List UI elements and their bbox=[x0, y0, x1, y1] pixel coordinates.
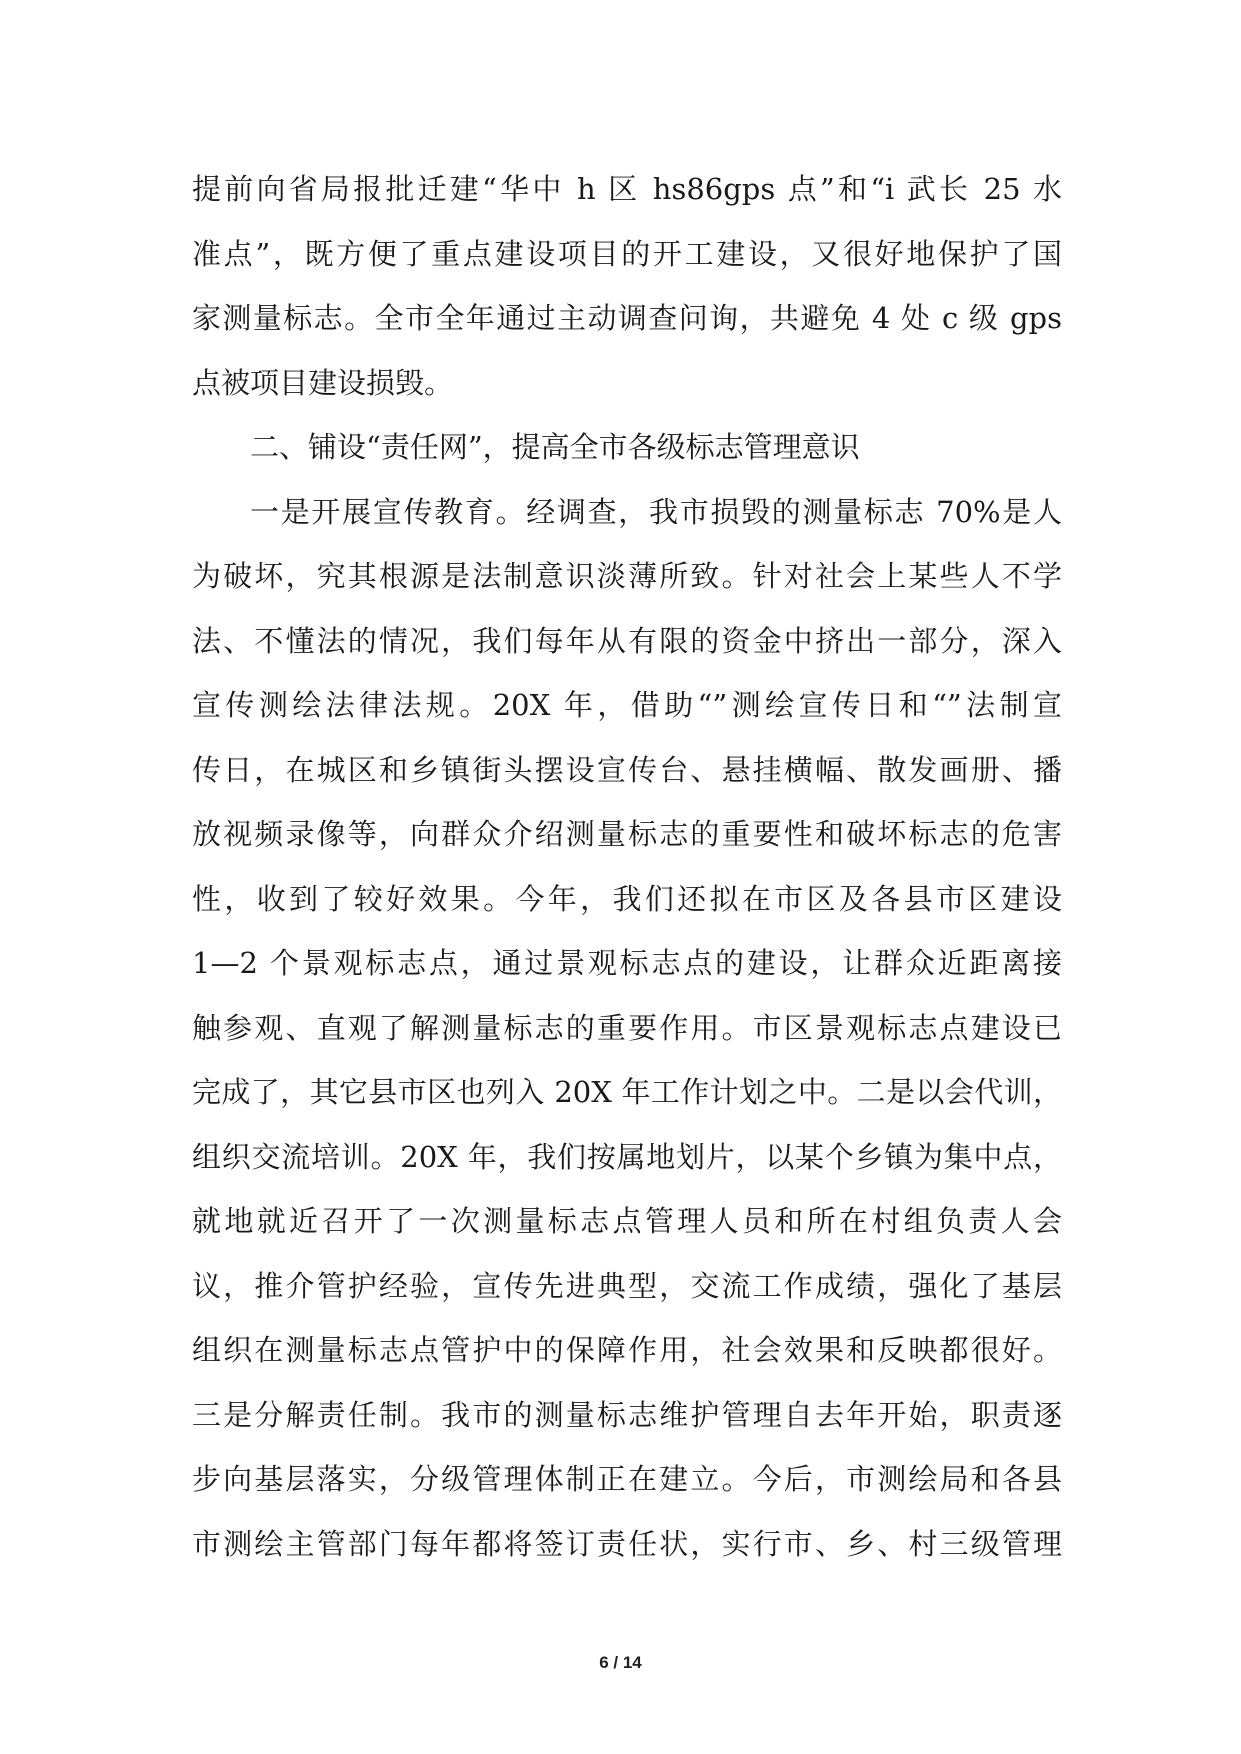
body-text bbox=[192, 157, 1062, 1576]
text-line: 准点”，既方便了重点建设项目的开工建设，又很好地保护了国 bbox=[192, 236, 1062, 271]
page-number: 6 / 14 bbox=[599, 1653, 642, 1672]
text-line: 触参观、直观了解测量标志的重要作用。市区景观标志点建设已 bbox=[192, 1010, 1062, 1045]
text-line: 点被项目建设损毁。 bbox=[192, 365, 454, 400]
text-line: 一是开展宣传教育。经调查，我市损毁的测量标志 70%是人 bbox=[250, 494, 1062, 529]
text-line: 1—2 个景观标志点，通过景观标志点的建设，让群众近距离接 bbox=[192, 946, 1062, 980]
text-line: 三是分解责任制。我市的测量标志维护管理自去年开始，职责逐 bbox=[192, 1397, 1062, 1432]
text-line: 传日，在城区和乡镇街头摆设宣传台、悬挂横幅、散发画册、播 bbox=[192, 752, 1062, 787]
text-line: 组织交流培训。20X 年，我们按属地划片，以某个乡镇为集中点， bbox=[192, 1139, 1062, 1174]
text-line: 法、不懂法的情况，我们每年从有限的资金中挤出一部分，深入 bbox=[192, 623, 1062, 658]
text-line: 为破坏，究其根源是法制意识淡薄所致。针对社会上某些人不学 bbox=[192, 559, 1062, 593]
text-line: 性，收到了较好效果。今年，我们还拟在市区及各县市区建设 bbox=[192, 881, 1062, 916]
text-line: 家测量标志。全市全年通过主动调查问询，共避免 4 处 c 级 gps bbox=[192, 301, 1062, 335]
text-line: 提前向省局报批迁建“华中 h 区 hs86gps 点”和“i 武长 25 水 bbox=[192, 172, 1062, 206]
text-line: 放视频录像等，向群众介绍测量标志的重要性和破坏标志的危害 bbox=[192, 817, 1062, 851]
text-line: 就地就近召开了一次测量标志点管理人员和所在村组负责人会 bbox=[192, 1204, 1062, 1238]
text-line: 组织在测量标志点管护中的保障作用，社会效果和反映都很好。 bbox=[192, 1333, 1062, 1367]
text-line: 宣传测绘法律法规。20X 年，借助“”测绘宣传日和“”法制宣 bbox=[192, 688, 1062, 722]
text-line: 市测绘主管部门每年都将签订责任状，实行市、乡、村三级管理 bbox=[192, 1526, 1062, 1561]
section-heading: 二、铺设“责任网”，提高全市各级标志管理意识 bbox=[250, 430, 860, 464]
text-line: 完成了，其它县市区也列入 20X 年工作计划之中。二是以会代训， bbox=[192, 1075, 1062, 1109]
text-line: 议，推介管护经验，宣传先进典型，交流工作成绩，强化了基层 bbox=[192, 1268, 1062, 1303]
text-line: 步向基层落实，分级管理体制正在建立。今后，市测绘局和各县 bbox=[192, 1462, 1062, 1496]
